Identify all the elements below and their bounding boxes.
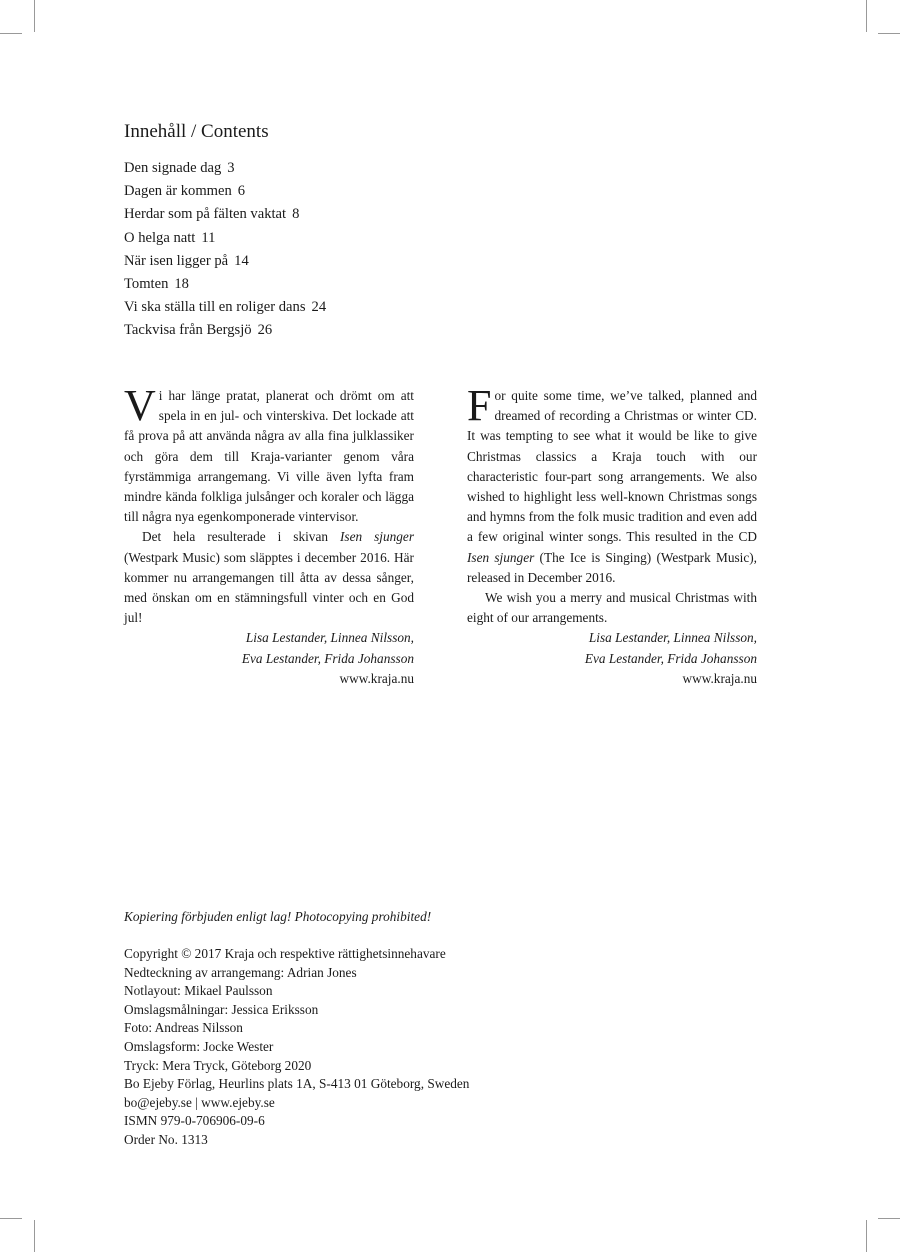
english-website: www.kraja.nu [682,670,757,686]
toc-item-page: 8 [292,206,300,223]
swedish-paragraph-2-end: (Westpark Music) som släpptes i december 2016. Här kommer nu arrangemangen till åtta av dessa sånger, med önskan om en stämningsfull vinter och en God jul! [124,549,414,626]
toc-item-page: 6 [237,183,246,200]
toc-item [124,319,326,342]
swedish-website: www.kraja.nu [339,670,414,686]
credit-line: Foto: Andreas Nilsson [124,1020,243,1036]
crop-mark-bottom-left [34,1220,35,1252]
toc-item-page: 26 [257,322,273,339]
album-title: Isen sjunger [339,529,414,545]
crop-mark-bottom-right-h [878,1218,900,1219]
toc-title: Innehåll / Contents [124,121,269,142]
credit-line: Nedteckning av arrangemang: Adrian Jones [124,964,357,980]
toc-item-page: 24 [311,299,327,316]
credits-list [124,945,469,1150]
toc-item [124,227,326,250]
toc-item [124,157,326,180]
credit-line: Tryck: Mera Tryck, Göteborg 2020 [124,1057,312,1073]
swedish-dropcap: V [124,381,156,430]
copy-warning: Kopiering förbjuden enligt lag! Photocopying prohibited! [124,909,432,924]
credit-line: Copyright © 2017 Kraja och respektive rättighetsinnehavare [124,946,446,961]
swedish-intro-column [124,381,414,689]
album-title: Isen sjunger [467,549,535,565]
credit-line: ISMN 979-0-706906-09-6 [124,1113,265,1129]
credit-line: Notlayout: Mikael Paulsson [124,983,273,999]
swedish-paragraph-2-start: Det hela resulterade i skivan [142,529,340,545]
toc-item [124,250,326,273]
crop-mark-top-left [34,0,35,32]
toc-item-title: Tomten [124,276,169,293]
swedish-signature-line-1: Lisa Lestander, Linnea Nilsson, [245,630,414,646]
toc-item-page: 18 [174,276,189,293]
toc-item-page: 11 [201,229,216,246]
credit-line: Omslagsmålningar: Jessica Eriksson [124,1001,319,1017]
crop-mark-bottom-left-h [0,1218,22,1219]
english-paragraph-1-end: (The Ice is Singing) (Westpark Music), released in December 2016. [467,549,757,585]
credit-line: Bo Ejeby Förlag, Heurlins plats 1A, S-413 01 Göteborg, Sweden [124,1076,470,1092]
english-paragraph-1 [467,381,757,588]
toc-item-title: Herdar som på fälten vaktat [124,206,287,223]
english-paragraph-1-start: or quite some time, we’ve talked, planned and dreamed of recording a Christmas or winter CD. It was tempting to see what it would be like to give Christmas classics a Kraja touch with our characteristic four-part song arrangements. We also wished to highlight less well-known Christmas songs and hymns from the folk music tradition and even add a few original winter songs. This resulted in the CD [467,388,757,545]
toc-item-title: Tackvisa från Bergsjö [124,322,252,339]
english-intro-column [467,381,757,689]
toc-list [124,157,326,343]
toc-item-title: När isen ligger på [124,252,229,269]
crop-mark-top-left-h [0,33,22,34]
swedish-paragraph-1-text: i har länge pratat, planerat och drömt om att spela in en jul- och vinterskiva. Det lockade att få prova på att använda några av alla fina julklassiker och göra dem till Kraja-varianter genom våra fyrstämmiga arrangemang. Vi ville även lyfta fram mindre kända folkliga julsånger och koraler och lägga till några nya egenkomponerade vintervisor. [124,388,414,525]
toc-item-title: Vi ska ställa till en roliger dans [124,299,306,316]
toc-item [124,180,326,203]
toc-item [124,273,326,296]
credit-line: Order No. 1313 [124,1131,208,1147]
toc-item [124,203,326,226]
swedish-signature-line-2: Eva Lestander, Frida Johansson [241,650,414,666]
crop-mark-top-right-h [878,33,900,34]
toc-item-title: Dagen är kommen [124,183,232,200]
crop-mark-top-right [866,0,867,32]
credit-line: Omslagsform: Jocke Wester [124,1038,274,1054]
credit-line: bo@ejeby.se | www.ejeby.se [124,1094,275,1110]
english-dropcap: F [467,381,492,430]
toc-item [124,296,326,319]
english-signature-line-1: Lisa Lestander, Linnea Nilsson, [588,630,757,646]
toc-item-title: Den signade dag [124,160,222,176]
swedish-paragraph-2 [124,527,414,628]
crop-mark-bottom-right [866,1220,867,1252]
toc-item-page: 3 [227,160,235,176]
toc-item-title: O helga natt [124,229,196,246]
english-paragraph-2: We wish you a merry and musical Christmas with eight of our arrangements. [467,590,757,626]
english-signature-line-2: Eva Lestander, Frida Johansson [584,650,757,666]
toc-item-page: 14 [234,252,249,269]
swedish-paragraph-1 [124,381,414,527]
